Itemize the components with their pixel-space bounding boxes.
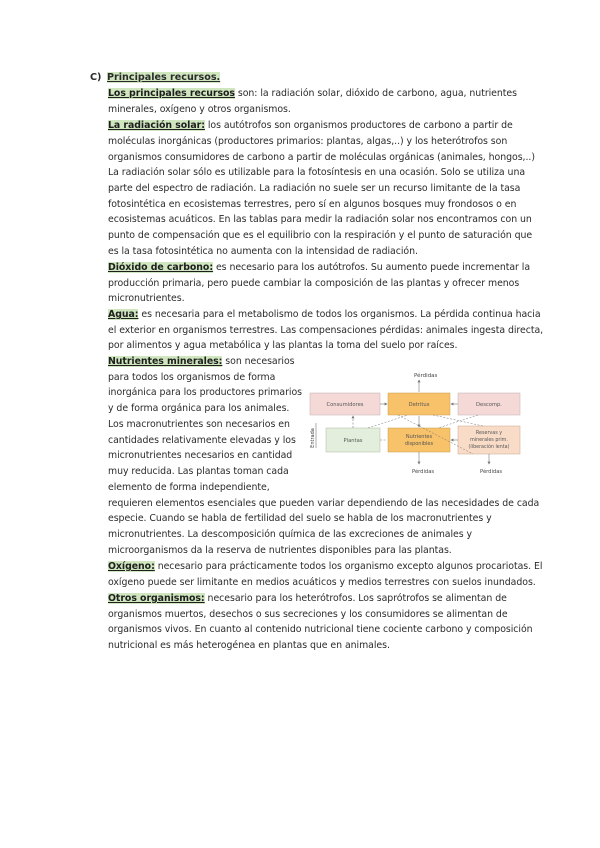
label-detritus: Detritus [408,402,430,408]
label-descomp: Descomp. [476,402,502,408]
paragraph-line: oxígeno puede ser limitante en medios acuáticos y medios terrestres con suelos inundados. [108,577,536,588]
text-span: son necesarios [222,356,295,367]
diagram-top-label: Pérdidas [414,373,438,379]
paragraph-line [108,260,530,276]
box-nutrientes [388,428,450,452]
label-nutrientes-2: disponibles [404,441,434,447]
paragraph-line: fotosintética en ecosistemas terrestres, pero sí en algunos bosques muy frondosos o en [108,199,517,210]
paragraph-line: organismos consumidores de carbono a partir de moléculas orgánicas (animales, hongos,..) [108,152,535,163]
label-consumidores: Consumidores [326,402,364,408]
diagram-side-label: Entrada [310,428,316,448]
term-radiacion: La radiación solar: [108,120,205,131]
section-title: Principales recursos. [107,72,221,83]
paragraph-line: especie. Cuando se habla de fertilidad del suelo se habla de los macronutrientes y [108,513,492,524]
paragraph-line: micronutrientes necesarios en cantidad [108,450,293,461]
paragraph-line: microorganismos da la reserva de nutrientes disponibles para las plantas. [108,545,452,556]
paragraph-line [108,307,541,323]
paragraph-line: producción primaria, pero puede cambiar la composición de las plantas y ofrecer menos [108,278,520,289]
paragraph-line: elemento de forma independiente, [108,482,270,493]
text-span: necesario para los heterótrofos. Los saprótrofos se alimentan de [204,593,507,604]
term-recursos: Los principales recursos [108,88,235,99]
text-span: es necesaria para el metabolismo de todos los organismos. La pérdida continua hacia [138,309,541,320]
term-oxigeno: Oxígeno: [108,561,155,572]
paragraph-line: punto de compensación que es el equilibrio con la respiración y el punto de saturación que [108,230,533,241]
term-otros: Otros organismos: [108,593,205,604]
paragraph-line: por alimentos y agua metabólica y las plantas la toma del suelo por raíces. [108,340,458,351]
section-heading [90,72,220,83]
diagram-bottom-label-2: Pérdidas [480,469,503,475]
paragraph-line: muy reducida. Las plantas toman cada [108,466,289,477]
paragraph-line: y de forma orgánica para los animales. [108,403,290,414]
term-nutrientes: Nutrientes minerales: [108,356,223,367]
paragraph-line: el exterior en organismos terrestres. Las compensaciones pérdidas: animales ingesta directa, [108,325,544,336]
label-plantas: Plantas [343,438,363,444]
paragraph-line [108,86,517,102]
paragraph-line: es la tasa fotosintética no aumenta con la intensidad de radiación. [108,246,418,257]
term-agua: Agua: [108,309,139,320]
paragraph-line: organismos vivos. En cuanto al contenido nutricional tiene cociente carbono y composición [108,624,533,635]
paragraph-line: ecosistemas acuáticos. En las tablas para medir la radiación solar nos encontramos con un [108,214,532,225]
paragraph-line [108,591,507,607]
paragraph-line: cantidades relativamente elevadas y los [108,435,296,446]
label-reservas-2: minerales prim. [470,438,508,443]
paragraph-line: requieren elementos esenciales que pueden variar dependiendo de las necesidades de cada [108,498,540,509]
text-span: los autótrofos son organismos productores de carbono a partir de [204,120,513,131]
paragraph-line: La radiación solar sólo es utilizable para la fotosíntesis en una ocasión. Solo se utiliza una [108,167,526,178]
label-reservas-1: Reservas y [475,431,503,436]
text-span: necesario para prácticamente todos los organismo excepto algunos procariotas. El [154,561,543,572]
label-reservas-3: (liberación lenta) [468,445,510,450]
paragraph-line: para todos los organismos de forma [108,372,276,383]
paragraph-line: moléculas inorgánicas (productores primarios: plantas, algas,..) y los heterótrofos son [108,136,508,147]
text-span: son: la radiación solar, dióxido de carbono, agua, nutrientes [234,88,517,99]
nutrient-cycle-diagram [308,368,522,483]
paragraph-line: organismos muertos, desechos o sus secreciones y los consumidores se alimentan de [108,609,508,620]
diagram-bottom-label-1: Pérdidas [412,469,435,475]
term-dioxido: Dióxido de carbono: [108,262,214,273]
paragraph-line: parte del espectro de radiación. La radiación no suele ser un recurso limitante de la tasa [108,183,521,194]
paragraph-line: nutricional es más heterogénea en plantas que en animales. [108,640,390,651]
label-nutrientes-1: Nutrientes [405,434,433,440]
paragraph-line [108,559,542,575]
paragraph-line: minerales, oxígeno y otros organismos. [108,104,291,115]
paragraph-line: Los macronutrientes son necesarios en [108,419,290,430]
arrow-d2 [433,415,483,426]
paragraph-line: inorgánica para los productores primarios [108,387,302,398]
paragraph-line: micronutrientes. [108,293,185,304]
paragraph-line [108,354,295,370]
paragraph-line [108,118,513,134]
section-letter: C) [90,72,102,83]
paragraph-line: micronutrientes. La descomposición química de las excreciones de animales y [108,529,473,540]
text-span: es necesario para los autótrofos. Su aumento puede incrementar la [213,262,531,273]
